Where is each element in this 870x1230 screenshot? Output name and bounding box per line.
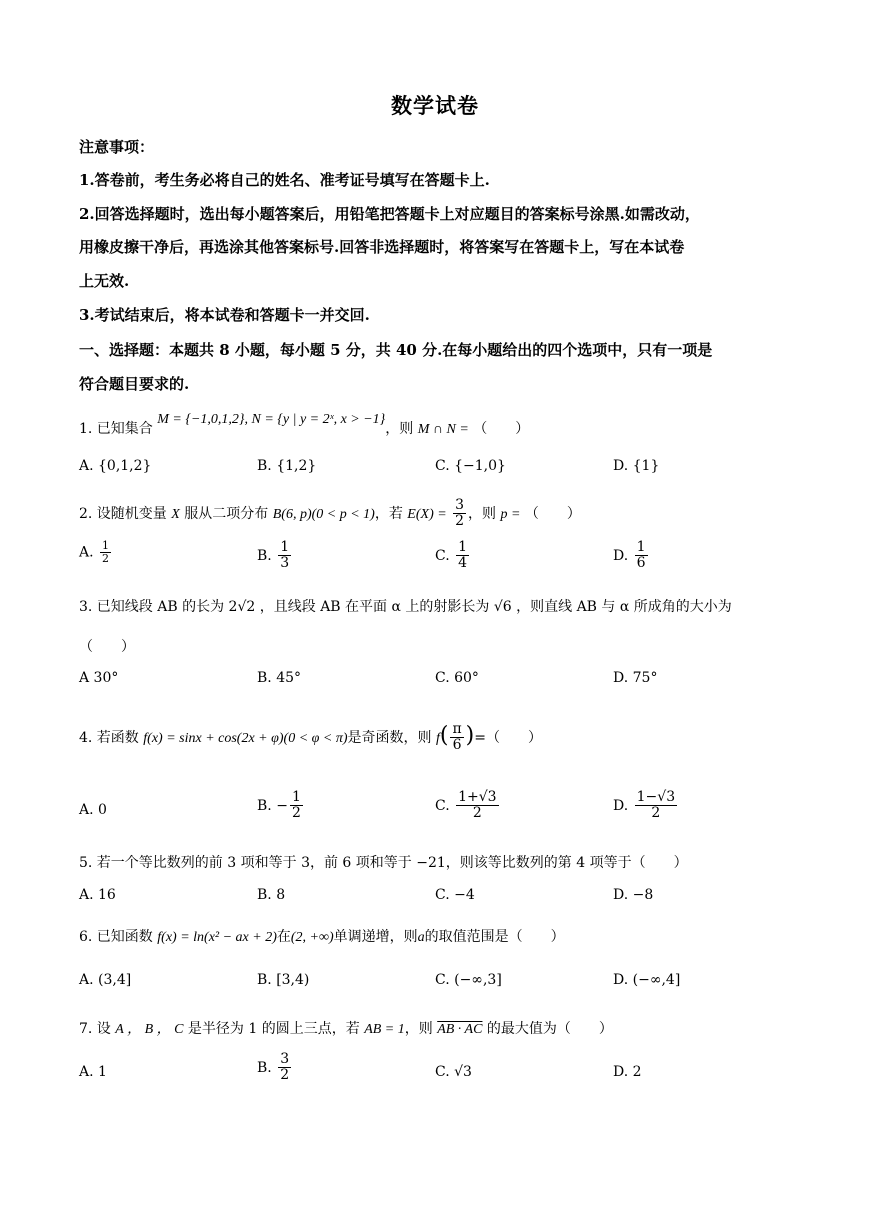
q2-stem-end: （ ） [524, 505, 581, 522]
q4-d-den: 2 [651, 805, 661, 822]
q2-option-d [613, 540, 650, 572]
q1-stem-end: （ ） [473, 421, 530, 437]
q4-stem-text-2: 是奇函数，则 [347, 729, 432, 746]
q2-d-den: 6 [636, 555, 646, 572]
page-title: 数学试卷 [391, 93, 479, 118]
notice-item-2-line-2: 用橡皮擦干净后，再选涂其他答案标号.回答非选择题时，将答案写在答题卡上，写在本试卷 [79, 238, 685, 256]
q2-c-den: 4 [458, 555, 468, 572]
q5-option-b: B. 8 [257, 887, 286, 903]
q7-option-a: A. 1 [79, 1064, 107, 1080]
q1-stem-math-2: M ∩ N = [417, 422, 469, 437]
question-4-stem: 4. 若函数 f(x) = sinx + cos(2x + φ)(0 < φ < π)是奇函数，则 f( $\frac{\pi}{6}$ )=（ ） [79, 721, 542, 754]
q4-c-num: 1+√3 [458, 789, 497, 805]
q2-var-x: X [171, 506, 180, 522]
q5-option-c: C. −4 [435, 887, 475, 903]
q2-frac-num: 3 [455, 497, 465, 513]
q7-option-d: D. 2 [613, 1064, 642, 1080]
q7-b-fraction [278, 1052, 291, 1084]
q1-option-b: B. {1,2} [257, 458, 317, 474]
q4-b-den: 2 [291, 805, 301, 822]
q7-stem-text: 7. 设 [79, 1021, 111, 1037]
q4-c-label: C. [435, 797, 450, 814]
question-6-stem [79, 926, 565, 946]
notice-heading: 注意事项： [79, 138, 155, 156]
q6-option-d: D. (−∞,4] [613, 972, 681, 988]
q6-stem-text: 6. 已知函数 [79, 929, 153, 945]
q4-b-label: B. [257, 797, 272, 814]
q6-var-a: a [417, 930, 425, 945]
q2-stem-text-2: 服从二项分布 [184, 505, 269, 522]
q2-stem-text-4: ，则 [468, 505, 497, 522]
q4-frac-den: 6 [452, 737, 462, 754]
q4-b-sign: − [276, 797, 288, 814]
q3-option-d: D. 75° [613, 670, 658, 686]
q2-option-c [435, 540, 471, 572]
q4-option-c [435, 790, 501, 822]
q2-d-fraction [635, 540, 648, 572]
q4-c-fraction [456, 790, 498, 822]
question-3-stem-line-2: （ ） [79, 639, 135, 655]
question-2-stem [79, 498, 581, 530]
q4-frac-num: π [452, 721, 462, 737]
question-3-stem-line-1: 3. 已知线段 AB 的长为 2√2 ，且线段 AB 在平面 α 上的射影长为 √6 ，则直线 AB 与 α 所成角的大小为 [79, 599, 732, 615]
q3-option-a: A 30° [79, 670, 119, 686]
q4-f: f [435, 730, 440, 746]
q4-d-fraction [635, 790, 677, 822]
q2-b-num: 1 [280, 539, 290, 555]
q4-stem-end: =（ ） [474, 729, 542, 746]
q7-b-label: B. [257, 1059, 272, 1076]
q4-fraction [450, 722, 463, 754]
q1-option-d: D. {1} [613, 458, 660, 474]
q4-d-label: D. [613, 797, 629, 814]
q4-option-a: A. 0 [79, 802, 107, 818]
q2-option-a [79, 540, 113, 565]
q2-c-label: C. [435, 547, 450, 564]
q2-a-den: 2 [102, 552, 110, 566]
question-5-stem: 5. 若一个等比数列的前 3 项和等于 3，前 6 项和等于 −21，则该等比数列的第 4 项等于（ ） [79, 855, 688, 871]
notice-item-2-line-3: 上无效. [79, 272, 130, 290]
q6-option-c: C. (−∞,3] [435, 972, 502, 988]
q7-stem-text-3: ，则 [404, 1021, 433, 1037]
q2-a-fraction [100, 540, 111, 565]
q4-c-den: 2 [472, 805, 482, 822]
q6-stem-end: 的取值范围是（ ） [424, 929, 565, 945]
q4-stem-math: f(x) = sinx + cos(2x + φ)(0 < φ < π) [143, 730, 348, 746]
q7-option-b [257, 1052, 293, 1084]
q2-d-label: D. [613, 547, 629, 564]
q7-option-c: C. √3 [435, 1064, 472, 1080]
q7-stem-text-2: 是半径为 1 的圆上三点，若 [187, 1021, 360, 1037]
q1-option-c: C. {−1,0} [435, 458, 506, 474]
q7-b-den: 2 [280, 1067, 290, 1084]
section-heading-line-1: 一、选择题：本题共 8 小题，每小题 5 分，共 40 分.在每小题给出的四个选项中，只有一项是 [79, 341, 713, 359]
q5-option-a: A. 16 [79, 887, 116, 903]
q6-option-b: B. [3,4) [257, 972, 310, 988]
q2-c-num: 1 [458, 539, 468, 555]
q2-b-fraction [278, 540, 291, 572]
q2-b-label: B. [257, 547, 272, 564]
q2-stem-math: B(6, p)(0 < p < 1) [272, 506, 375, 522]
q2-fraction [453, 498, 466, 530]
q1-stem-text: 1. 已知集合 [79, 421, 153, 437]
q2-d-num: 1 [636, 539, 646, 555]
q2-var-p: p = [500, 506, 521, 522]
q2-option-b [257, 540, 293, 572]
notice-item-3: 3.考试结束后，将本试卷和答题卡一并交回. [79, 306, 370, 324]
q2-stem-text: 2. 设随机变量 [79, 505, 167, 522]
q6-option-a: A. (3,4] [79, 972, 132, 988]
q6-stem-math: f(x) = ln(x² − ax + 2) [157, 930, 277, 945]
q6-interval: (2, +∞) [290, 930, 334, 945]
q7-b-num: 3 [280, 1051, 290, 1067]
q4-option-d [613, 790, 679, 822]
q2-expectation: E(X) = [407, 506, 447, 522]
q4-d-num: 1−√3 [636, 789, 676, 805]
q4-option-b [257, 790, 305, 822]
q2-stem-text-3: ，若 [374, 505, 403, 522]
question-7-stem [79, 1018, 613, 1038]
q4-b-num: 1 [291, 789, 301, 805]
q1-stem-math: M = {−1,0,1,2}, N = {y | y = 2ˣ, x > −1} [157, 412, 386, 427]
q2-a-label: A. [79, 544, 94, 561]
q1-option-a: A. {0,1,2} [79, 458, 152, 474]
q2-c-fraction [456, 540, 469, 572]
notice-item-2-line-1: 2.回答选择题时，选出每小题答案后，用铅笔把答题卡上对应题目的答案标号涂黑.如需改动， [79, 205, 700, 223]
q7-ab-length: AB = 1 [364, 1022, 405, 1037]
q7-points: A ， B ， C [115, 1022, 184, 1037]
q3-option-b: B. 45° [257, 670, 302, 686]
question-1-stem [79, 412, 530, 438]
q4-stem-text: 4. 若函数 [79, 729, 139, 746]
q7-dot-product: AB · AC [437, 1022, 483, 1037]
q5-option-d: D. −8 [613, 887, 654, 903]
q4-b-fraction [290, 790, 303, 822]
q6-stem-text-2: 在 [276, 929, 291, 945]
q1-stem-text-2: ，则 [385, 421, 414, 437]
q2-b-den: 3 [280, 555, 290, 572]
q2-frac-den: 2 [455, 513, 465, 530]
q7-stem-end: 的最大值为（ ） [486, 1021, 613, 1037]
notice-item-1: 1.答卷前，考生务必将自己的姓名、准考证号填写在答题卡上. [79, 171, 490, 189]
q3-option-c: C. 60° [435, 670, 479, 686]
q2-a-num: 1 [102, 539, 110, 552]
q6-stem-text-3: 单调递增，则 [333, 929, 418, 945]
section-heading-line-2: 符合题目要求的. [79, 375, 190, 393]
